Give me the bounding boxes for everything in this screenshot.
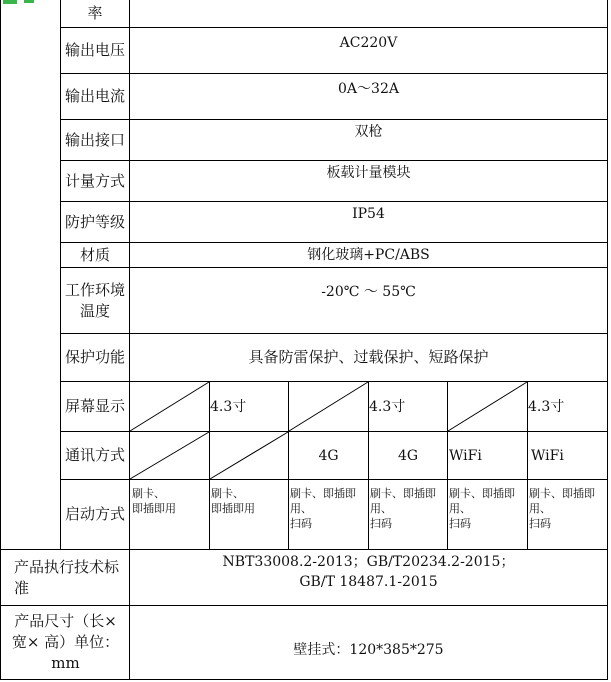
start-label: 启动方式 bbox=[64, 505, 125, 523]
screen-label: 屏幕显示 bbox=[64, 397, 125, 415]
material-label: 材质 bbox=[79, 245, 110, 264]
protection-func-label: 保护功能 bbox=[64, 348, 125, 366]
rate-label-tail: 率 bbox=[87, 4, 103, 22]
metering-value: 板载计量模块 bbox=[326, 165, 411, 181]
output-voltage-value: AC220V bbox=[339, 35, 398, 51]
screen-value: 4.3寸 bbox=[210, 398, 247, 415]
env-temp-label: 工作环境温度 bbox=[64, 280, 125, 320]
standard-value-line2: GB/T 18487.1-2015 bbox=[299, 574, 438, 590]
start-value: 刷卡、即插即用、 扫码 bbox=[449, 487, 515, 530]
screen-value: 4.3寸 bbox=[528, 398, 565, 415]
screen-value: 4.3寸 bbox=[369, 398, 406, 415]
standard-label: 产品执行技术标准 bbox=[14, 557, 120, 597]
output-interface-label: 输出接口 bbox=[64, 130, 125, 149]
output-voltage-label: 输出电压 bbox=[64, 41, 125, 59]
size-value: 壁挂式：120*385*275 bbox=[293, 642, 444, 658]
comm-value: 4G bbox=[397, 447, 419, 464]
metering-label: 计量方式 bbox=[64, 171, 125, 190]
output-current-value: 0A～32A bbox=[338, 81, 399, 97]
comm-value: 4G bbox=[318, 447, 339, 464]
material-value: 钢化玻璃+PC/ABS bbox=[307, 247, 430, 263]
standard-value-line1: NBT33008.2-2013；GB/T20234.2-2015； bbox=[222, 554, 515, 570]
protection-level-label: 防护等级 bbox=[64, 212, 125, 231]
output-current-label: 输出电流 bbox=[64, 87, 125, 105]
protection-level-value: IP54 bbox=[352, 206, 385, 222]
start-value: 刷卡、 即插即用 bbox=[132, 487, 176, 515]
env-temp-value: -20℃ ～ 55℃ bbox=[321, 284, 416, 300]
start-value: 刷卡、 即插即用 bbox=[211, 487, 255, 515]
size-label: 产品尺寸（长×宽× 高）单位：mm bbox=[11, 612, 120, 672]
start-value: 刷卡、即插即用、 扫码 bbox=[370, 487, 436, 530]
output-interface-value: 双枪 bbox=[354, 124, 383, 140]
start-value: 刷卡、即插即用、 扫码 bbox=[290, 487, 356, 530]
comm-value: WiFi bbox=[449, 447, 482, 464]
comm-label: 通讯方式 bbox=[64, 446, 125, 464]
comm-value: WiFi bbox=[531, 447, 564, 464]
protection-func-value: 具备防雷保护、过载保护、短路保护 bbox=[248, 348, 489, 366]
start-value: 刷卡、即插即用、 扫码 bbox=[529, 487, 595, 530]
